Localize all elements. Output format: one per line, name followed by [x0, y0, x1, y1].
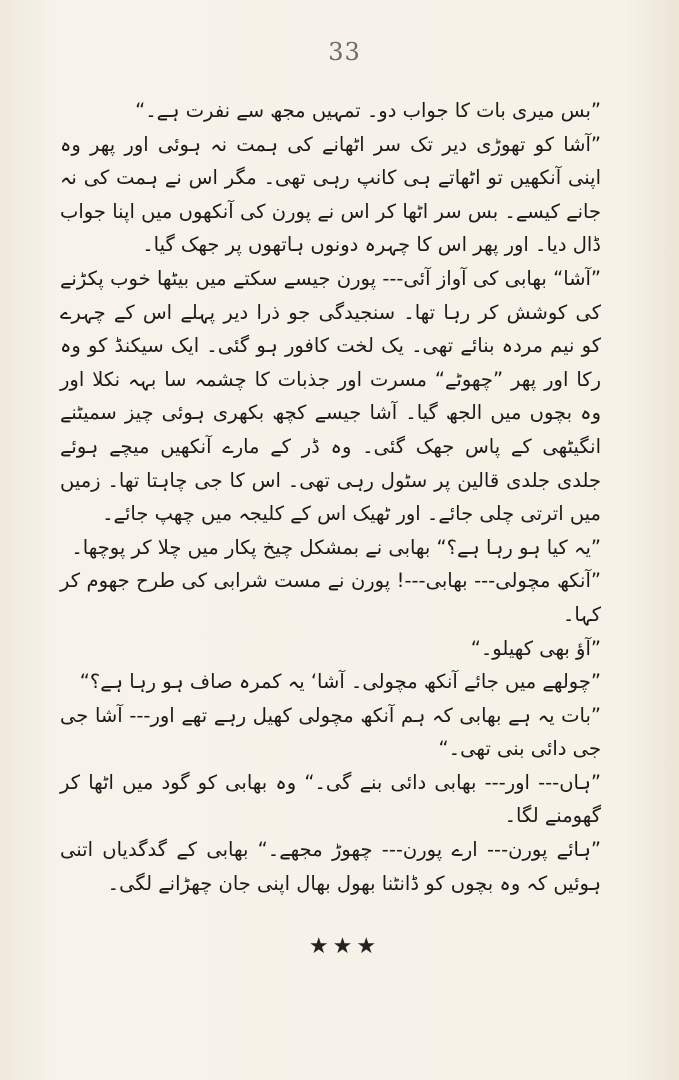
paragraph: ”آنکھ مچولی--- بھابی---! پورن نے مست شرابی کی طرح جھوم کر کہا۔ [60, 569, 601, 626]
paragraph: ”ہائے پورن--- ارے پورن--- چھوڑ مجھے۔“ بھابی کے گدگدیاں اتنی ہوئیں کہ وہ بچوں کو ڈانٹنا بھول بھال اپنی جان چھڑانے لگی۔ [60, 838, 601, 895]
paragraph: ”آشا کو تھوڑی دیر تک سر اٹھانے کی ہمت نہ ہوئی اور پھر وہ اپنی آنکھیں تو اٹھاتے ہی کانپ رہی تھی۔ مگر اس نے ہمت کی نہ جانے کیسے۔ بس سر اٹھا کر اس نے پورن کی آنکھوں میں اپنا جواب ڈال دیا۔ اور پھر اس کا چہرہ دونوں ہاتھوں پر جھک گیا۔ [60, 132, 601, 257]
paragraph: ”آؤ بھی کھیلو۔“ [470, 636, 601, 660]
paragraph: ”بس میری بات کا جواب دو۔ تمہیں مجھ سے نفرت ہے۔“ [135, 99, 601, 122]
section-divider-stars: ★★★ [308, 934, 381, 960]
page-number: 33 [328, 38, 361, 66]
story-text [60, 94, 629, 900]
paragraph: ”آشا“ بھابی کی آواز آئی--- پورن جیسے سکتے میں بیٹھا خوب پکڑنے کی کوشش کر رہا تھا۔ سنجیدگی جو ذرا دیر پہلے اس کے چہرے کو نیم مردہ بنائے تھی۔ یک لخت کافور ہو گئی۔ ایک سیکنڈ کو وہ رکا اور پھر ”چھوٹے“ مسرت اور جذبات کا چشمہ سا بہہ نکلا اور وہ بچوں میں الجھ گیا۔ آشا جیسے کچھ بکھری ہوئی چیز سمیٹنے انگیٹھی کے پاس جھک گئی۔ وہ ڈر کے مارے آنکھیں میچے ہوئے جلدی جلدی قالین پر سٹول رہی تھی۔ اس کا جی چاہتا تھا۔ زمیں میں اترتی چلی جائے۔ اور ٹھیک اس کے کلیجہ میں چھپ جائے۔ [60, 266, 601, 526]
paragraph: ”ہاں--- اور--- بھابی دائی بنے گی۔“ وہ بھابی کو گود میں اٹھا کر گھومنے لگا۔ [60, 770, 601, 828]
paragraph: ”بات یہ ہے بھابی کہ ہم آنکھ مچولی کھیل رہے تھے اور--- آشا جی جی دائی بنی تھی۔“ [60, 703, 601, 761]
paragraph: ”چولھے میں جائے آنکھ مچولی۔ آشا‘ یہ کمرہ صاف ہو رہا ہے؟“ [79, 670, 601, 694]
paragraph: ”یہ کیا ہو رہا ہے؟“ بھابی نے بمشکل چیخ پکار میں چلا کر پوچھا۔ [71, 535, 601, 559]
